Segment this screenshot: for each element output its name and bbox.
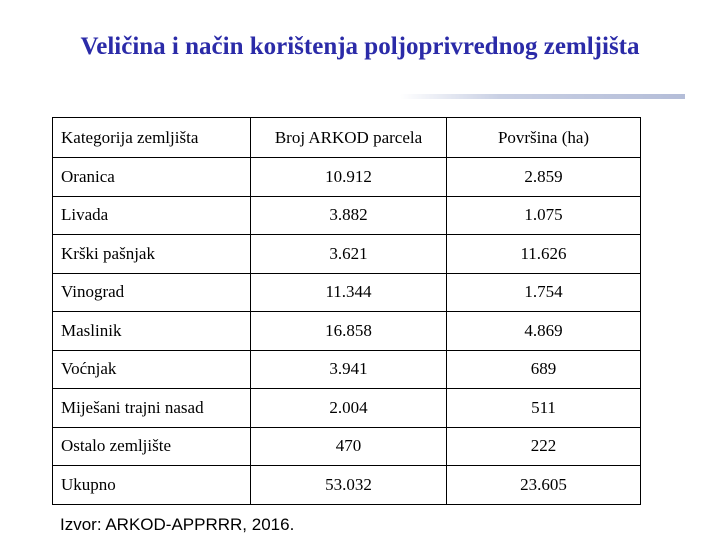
row-parcel-count: 3.621 xyxy=(251,235,447,274)
row-category: Ostalo zemljište xyxy=(53,427,251,466)
table-row xyxy=(53,350,641,389)
row-area: 1.075 xyxy=(447,196,641,235)
total-parcel-count: 53.032 xyxy=(251,466,447,505)
row-category: Livada xyxy=(53,196,251,235)
row-category: Maslinik xyxy=(53,312,251,351)
row-area: 1.754 xyxy=(447,273,641,312)
table-row xyxy=(53,312,641,351)
table-row xyxy=(53,427,641,466)
row-parcel-count: 470 xyxy=(251,427,447,466)
page-title: Veličina i način korištenja poljoprivrednog zemljišta xyxy=(80,33,640,60)
table-row xyxy=(53,235,641,274)
row-area: 689 xyxy=(447,350,641,389)
row-parcel-count: 11.344 xyxy=(251,273,447,312)
row-area: 222 xyxy=(447,427,641,466)
row-parcel-count: 2.004 xyxy=(251,389,447,428)
title-divider xyxy=(400,94,685,99)
table-row xyxy=(53,196,641,235)
row-category: Miješani trajni nasad xyxy=(53,389,251,428)
row-area: 4.869 xyxy=(447,312,641,351)
source-note: Izvor: ARKOD-APPRRR, 2016. xyxy=(60,515,295,534)
header-area: Površina (ha) xyxy=(447,118,641,158)
row-category: Krški pašnjak xyxy=(53,235,251,274)
header-category: Kategorija zemljišta xyxy=(53,118,251,158)
row-parcel-count: 3.882 xyxy=(251,196,447,235)
table-total-row xyxy=(53,466,641,505)
row-category: Voćnjak xyxy=(53,350,251,389)
table-row xyxy=(53,158,641,197)
table-header-row xyxy=(53,118,641,158)
table-row xyxy=(53,273,641,312)
table-row xyxy=(53,389,641,428)
row-parcel-count: 3.941 xyxy=(251,350,447,389)
row-area: 511 xyxy=(447,389,641,428)
row-area: 2.859 xyxy=(447,158,641,197)
header-parcel-count: Broj ARKOD parcela xyxy=(251,118,447,158)
row-area: 11.626 xyxy=(447,235,641,274)
land-use-table xyxy=(52,117,641,505)
row-parcel-count: 16.858 xyxy=(251,312,447,351)
row-parcel-count: 10.912 xyxy=(251,158,447,197)
row-category: Oranica xyxy=(53,158,251,197)
row-category: Vinograd xyxy=(53,273,251,312)
total-area: 23.605 xyxy=(447,466,641,505)
total-label: Ukupno xyxy=(53,466,251,505)
